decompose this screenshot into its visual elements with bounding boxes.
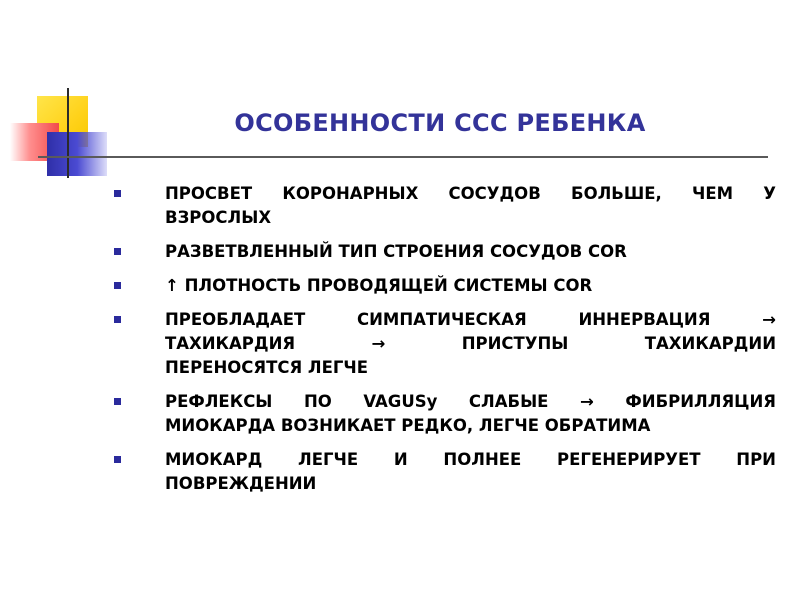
list-item: [110, 390, 776, 438]
list-item-line: ↑ ПЛОТНОСТЬ ПРОВОДЯЩЕЙ СИСТЕМЫ COR: [165, 276, 593, 295]
list-item-line: РЕФЛЕКСЫ ПО VAGUSу СЛАБЫЕ → ФИБРИЛЛЯЦИЯ: [165, 392, 776, 411]
list-item-line: ПРОСВЕТ КОРОНАРНЫХ СОСУДОВ БОЛЬШЕ, ЧЕМ У: [165, 184, 776, 203]
square-bullet-icon: [114, 316, 121, 323]
list-item-line: ПРЕОБЛАДАЕТ СИМПАТИЧЕСКАЯ ИННЕРВАЦИЯ →: [165, 310, 776, 329]
list-item: [110, 240, 776, 264]
square-bullet-icon: [114, 398, 121, 405]
list-item-line: ВЗРОСЛЫХ: [165, 208, 272, 227]
decor-blue-square: [47, 132, 107, 176]
list-item-line: МИОКАРД ЛЕГЧЕ И ПОЛНЕЕ РЕГЕНЕРИРУЕТ ПРИ: [165, 450, 776, 469]
list-item: [110, 182, 776, 230]
square-bullet-icon: [114, 282, 121, 289]
decor-vertical-line: [67, 88, 69, 178]
list-item-line: ТАХИКАРДИЯ → ПРИСТУПЫ ТАХИКАРДИИ: [165, 334, 776, 353]
list-item-line: ПОВРЕЖДЕНИИ: [165, 474, 317, 493]
list-item: [110, 308, 776, 380]
title-underline: [38, 156, 768, 158]
square-bullet-icon: [114, 456, 121, 463]
list-item: [110, 274, 776, 298]
list-item-line: МИОКАРДА ВОЗНИКАЕТ РЕДКО, ЛЕГЧЕ ОБРАТИМА: [165, 416, 651, 435]
list-item: [110, 448, 776, 496]
list-item-line: РАЗВЕТВЛЕННЫЙ ТИП СТРОЕНИЯ СОСУДОВ COR: [165, 242, 627, 261]
list-item-line: ПЕРЕНОСЯТСЯ ЛЕГЧЕ: [165, 358, 369, 377]
bullet-list: [110, 182, 776, 506]
square-bullet-icon: [114, 190, 121, 197]
slide-title: ОСОБЕННОСТИ ССС РЕБЕНКА: [234, 109, 646, 137]
square-bullet-icon: [114, 248, 121, 255]
